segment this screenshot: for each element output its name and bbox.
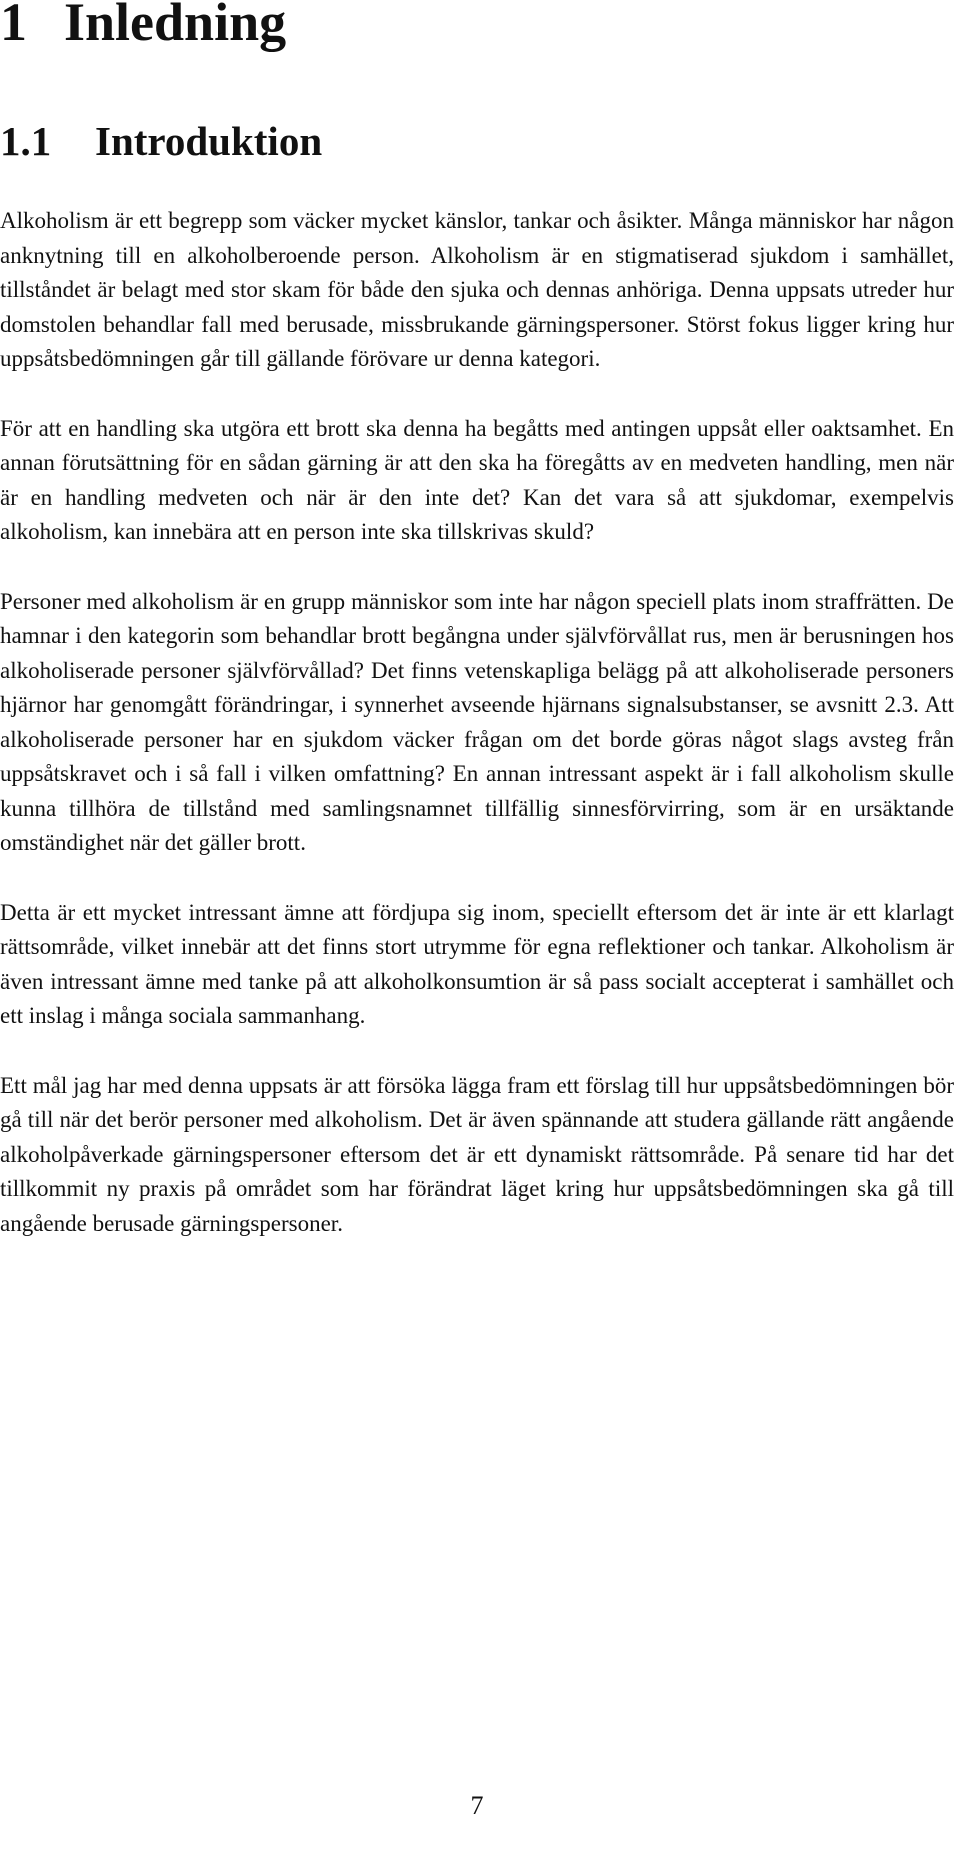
section-title: Introduktion: [95, 118, 323, 164]
section-heading: [0, 116, 322, 166]
paragraph: Detta är ett mycket intressant ämne att fördjupa sig inom, speciellt eftersom det är inte är ett klarlagt rättsområde, vilket innebär att det finns stort utrymme för egna reflektioner och tankar. Alkoholism är även intressant ämne med tanke på att alkoholkonsumtion är så pass socialt accepterat i samhället och ett inslag i många sociala sammanhang.: [0, 899, 954, 1028]
page-number: 7: [470, 1791, 484, 1820]
paragraph: Personer med alkoholism är en grupp människor som inte har någon speciell plats inom straffrätten. De hamnar i den kategorin som behandlar brott begångna under självförvållat rus, men är berusningen hos alkoholiserade personer självförvållad? Det finns vetenskapliga belägg på att alkoholiserade personers hjärnor har genomgått förändringar, i synnerhet avseende hjärnans signalsubstanser, se avsnitt 2.3. Att alkoholiserade personer har en sjukdom väcker frågan om det borde göras något slags avsteg från uppsåtskravet och i så fall i vilken omfattning? En annan intressant aspekt är i fall alkoholism skulle kunna tillhöra de tillstånd med samlingsnamnet tillfällig sinnesförvirring, som är en ursäktande omständighet när det gäller brott.: [0, 588, 954, 855]
body-text: [0, 204, 954, 1276]
paragraph: Ett mål jag har med denna uppsats är att försöka lägga fram ett förslag till hur uppsåtsbedömningen bör gå till när det berör personer med alkoholism. Det är även spännande att studera gällande rätt angående alkoholpåverkade gärningspersoner eftersom det är ett dynamiskt rättsområde. På senare tid har det tillkommit ny praxis på området som har förändrat läget kring hur uppsåtsbedömningen ska gå till angående berusade gärningspersoner.: [0, 1072, 954, 1236]
chapter-number: 1: [0, 0, 27, 52]
chapter-title: Inledning: [64, 0, 287, 52]
paragraph: Alkoholism är ett begrepp som väcker mycket känslor, tankar och åsikter. Många människor har någon anknytning till en alkoholberoende person. Alkoholism är en stigmatiserad sjukdom i samhället, tillståndet är belagt med stor skam för både den sjuka och dennas anhöriga. Denna uppsats utreder hur domstolen behandlar fall med berusade, missbrukande gärningspersoner. Störst fokus ligger kring hur uppsåtsbedömningen går till gällande förövare ur denna kategori.: [0, 208, 954, 371]
paragraph: För att en handling ska utgöra ett brott ska denna ha begåtts med antingen uppsåt eller oaktsamhet. En annan förutsättning för en sådan gärning är att den ska ha föregåtts av en medveten handling, men när är en handling medveten och när är den inte det? Kan det vara så att sjukdomar, exempelvis alkoholism, kan innebära att en person inte ska tillskrivas skuld?: [0, 415, 954, 544]
section-number: 1.1: [0, 118, 52, 164]
chapter-heading: [0, 0, 286, 54]
